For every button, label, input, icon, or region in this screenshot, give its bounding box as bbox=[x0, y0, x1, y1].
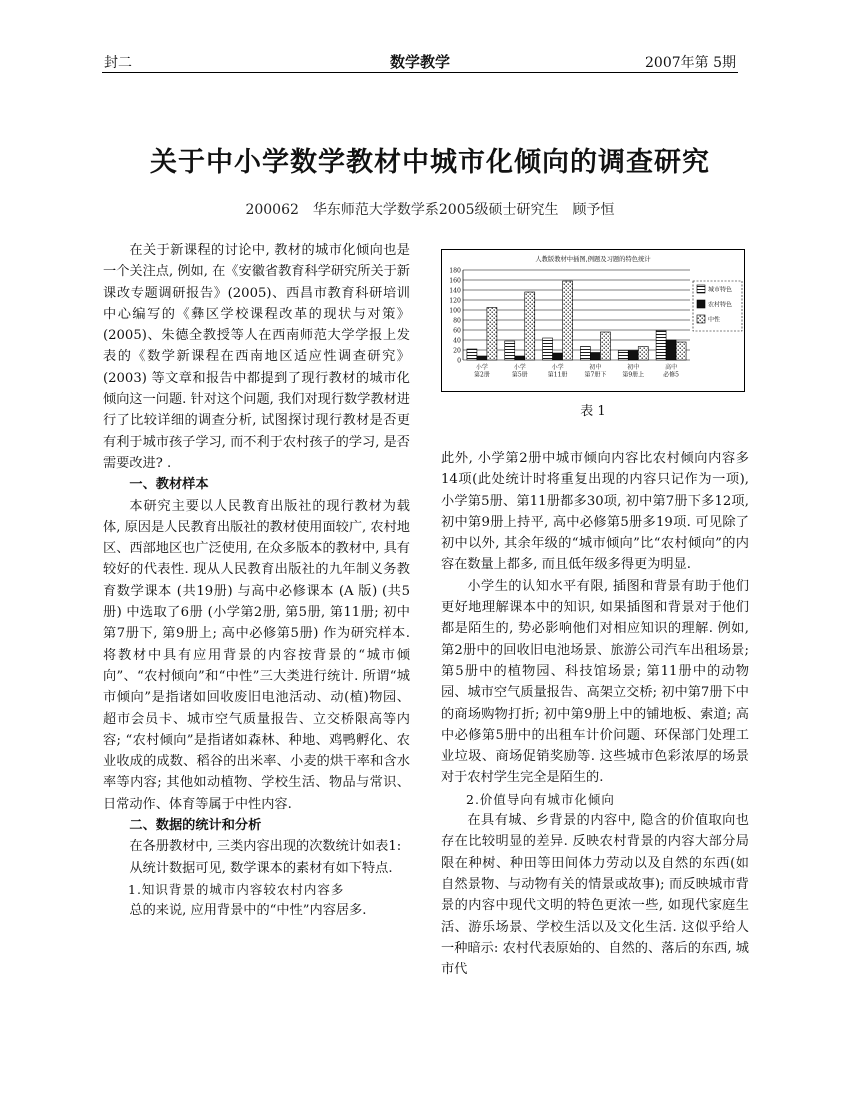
journal-name: 数学教学 bbox=[389, 53, 450, 71]
left-column bbox=[103, 240, 410, 922]
right-column bbox=[441, 448, 749, 980]
bar-city bbox=[618, 351, 628, 361]
paragraph: 在各册教材中, 三类内容出现的次数统计如表1: bbox=[129, 839, 402, 855]
x-tick-label: 小学 bbox=[513, 364, 526, 371]
x-tick-label: 必修5 bbox=[663, 371, 679, 379]
bar-neutral bbox=[600, 332, 610, 360]
bar-neutral bbox=[525, 292, 535, 360]
bar-rural bbox=[553, 353, 563, 360]
article-title: 关于中小学数学教材中城市化倾向的调查研究 bbox=[150, 147, 710, 178]
y-tick-label: 40 bbox=[453, 337, 461, 345]
paragraph: 从统计数据可见, 数学课本的素材有如下特点. bbox=[129, 860, 393, 876]
bar-neutral bbox=[487, 308, 497, 361]
legend-label: 农村特色 bbox=[708, 301, 733, 309]
issue-info: 2007年第 5期 bbox=[645, 55, 736, 71]
paragraph: 此外, 小学第2册中城市倾向内容比农村倾向内容多14项(此处统计时将重复出现的内容只记作为一项), 小学第5册、第11册都多30项, 初中第7册下多12项, 初中第9册上持平, 高中必修第5册多19项. 可见除了初中以外, 其余年级的“城市倾向”比“农村倾向”的内容在数量上都多, 而且低年级多得更为明显. bbox=[441, 451, 749, 573]
legend-swatch bbox=[697, 315, 705, 323]
section-heading: 2.价值导向有城市化倾向 bbox=[466, 791, 615, 807]
bar-city bbox=[467, 349, 477, 360]
paragraph: 本研究主要以人民教育出版社的现行教材为载体, 原因是人民教育出版社的教材使用面较广, 农村地区、西部地区也广泛使用, 在众多版本的教材中, 具有较好的代表性. 现从人民教育出版社的九年制义务教育数学课本 (共19册) 与高中必修课本 (A 版) (共5册) 中选取了6册 (小学第2册, 第5册, 第11册; 初中第7册下, 第9册上; 高中必修第5册) 作为研究样本. 将教材中具有应用背景的内容按背景的“城市倾向”、“农村倾向”和“中性”三大类进行统计. 所谓“城市倾向”是指诸如回收废旧电池活动、动(植)物园、超市会员卡、城市空气质量报告、立交桥限高等内容; “农村倾向”是指诸如森林、种地、鸡鸭孵化、农业收成的成数、稻谷的出米率、小麦的烘干率和含水率等内容; 其他如动植物、学校生活、物品与常识、日常动作、体育等属于中性内容. bbox=[103, 498, 410, 812]
legend-swatch bbox=[697, 300, 705, 308]
bar-rural bbox=[477, 356, 487, 360]
author-line: 200062 华东师范大学数学系2005级硕士研究生 顾予恒 bbox=[245, 202, 615, 218]
bar-rural bbox=[590, 353, 600, 361]
section-heading: 一、教材样本 bbox=[129, 477, 209, 493]
y-tick-label: 0 bbox=[457, 357, 461, 365]
bar-chart bbox=[441, 249, 745, 392]
x-tick-label: 小学 bbox=[475, 364, 488, 371]
header-left: 封二 bbox=[104, 55, 132, 71]
x-tick-label: 第9册上 bbox=[622, 371, 645, 379]
x-tick-label: 高中 bbox=[665, 364, 678, 371]
y-tick-label: 120 bbox=[449, 297, 461, 305]
bar-city bbox=[580, 347, 590, 361]
y-tick-label: 80 bbox=[453, 317, 461, 325]
bar-city bbox=[505, 341, 515, 360]
bar-neutral bbox=[676, 342, 686, 360]
section-heading: 二、数据的统计和分析 bbox=[129, 818, 262, 834]
y-tick-label: 140 bbox=[449, 287, 461, 295]
x-tick-label: 第11册 bbox=[547, 371, 568, 379]
x-tick-label: 第5册 bbox=[511, 371, 528, 379]
y-tick-label: 60 bbox=[453, 327, 461, 335]
legend-label: 城市特色 bbox=[708, 286, 733, 294]
legend-swatch bbox=[697, 285, 705, 293]
x-tick-label: 初中 bbox=[627, 364, 640, 371]
section-heading: 1.知识背景的城市内容较农村内容多 bbox=[128, 881, 345, 897]
chart-title: 人教版教材中插图,例题及习题的特色统计 bbox=[535, 256, 651, 263]
running-header bbox=[102, 50, 738, 73]
paragraph: 小学生的认知水平有限, 插图和背景有助于他们更好地理解课本中的知识, 如果插图和背景对于他们都是陌生的, 势必影响他们对相应知识的理解. 例如, 第2册中的回收旧电池场景、旅游公司汽车出租场景; 第5册中的植物园、科技馆场景; 第11册中的动物园、城市空气质量报告、高架立交桥; 初中第7册下中的商场购物打折; 初中第9册上中的铺地板、索道; 高中必修第5册中的出租车计价问题、环保部门处理工业垃圾、商场促销奖励等. 这些城市色彩浓厚的场景对于农村学生完全是陌生的. bbox=[441, 578, 749, 786]
y-tick-label: 20 bbox=[453, 347, 461, 355]
x-tick-label: 第7册下 bbox=[584, 371, 607, 379]
bar-neutral bbox=[563, 281, 573, 360]
y-tick-label: 100 bbox=[449, 307, 461, 315]
table-caption: 表 1 bbox=[580, 404, 606, 419]
bar-neutral bbox=[638, 347, 648, 361]
bar-city bbox=[543, 338, 553, 360]
paragraph: 在具有城、乡背景的内容中, 隐含的价值取向也存在比较明显的差异. 反映农村背景的内容大部分局限在种树、种田等田间体力劳动以及自然的东西(如自然景物、与动物有关的情景或故事); 而反映城市背景的内容中现代文明的特色更浓一些, 如现代家庭生活、游乐场景、学校生活以及文化生活. 这似乎给人一种暗示: 农村代表原始的、自然的、落后的东西, 城市代 bbox=[441, 813, 749, 978]
legend-label: 中性 bbox=[708, 316, 721, 324]
x-tick-label: 小学 bbox=[551, 364, 564, 371]
bar-rural bbox=[628, 351, 638, 361]
paragraph: 在关于新课程的讨论中, 教材的城市化倾向也是一个关注点, 例如, 在《安徽省教育科学研究所关于新课改专题调研报告》(2005)、西昌市教育科研培训中心编写的《彝区学校课程改革的现状与对策》(2005)、朱德全教授等人在西南师范大学学报上发表的《数学新课程在西南地区适应性调查研究》(2003) 等文章和报告中都提到了现行教材的城市化倾向这一问题. 针对这个问题, 我们对现行数学教材进行了比较详细的调查分析, 试图探讨现行教材是否更有利于城市孩子学习, 而不利于农村孩子的学习, 是否需要改进? . bbox=[103, 243, 410, 471]
paragraph: 总的来说, 应用背景中的“中性”内容居多. bbox=[129, 903, 367, 919]
y-tick-label: 180 bbox=[449, 267, 461, 275]
bar-city bbox=[656, 331, 666, 361]
bar-rural bbox=[666, 340, 676, 360]
x-tick-label: 初中 bbox=[589, 364, 602, 371]
x-tick-label: 第2册 bbox=[474, 371, 490, 379]
y-tick-label: 160 bbox=[449, 277, 461, 285]
bar-rural bbox=[515, 356, 525, 360]
